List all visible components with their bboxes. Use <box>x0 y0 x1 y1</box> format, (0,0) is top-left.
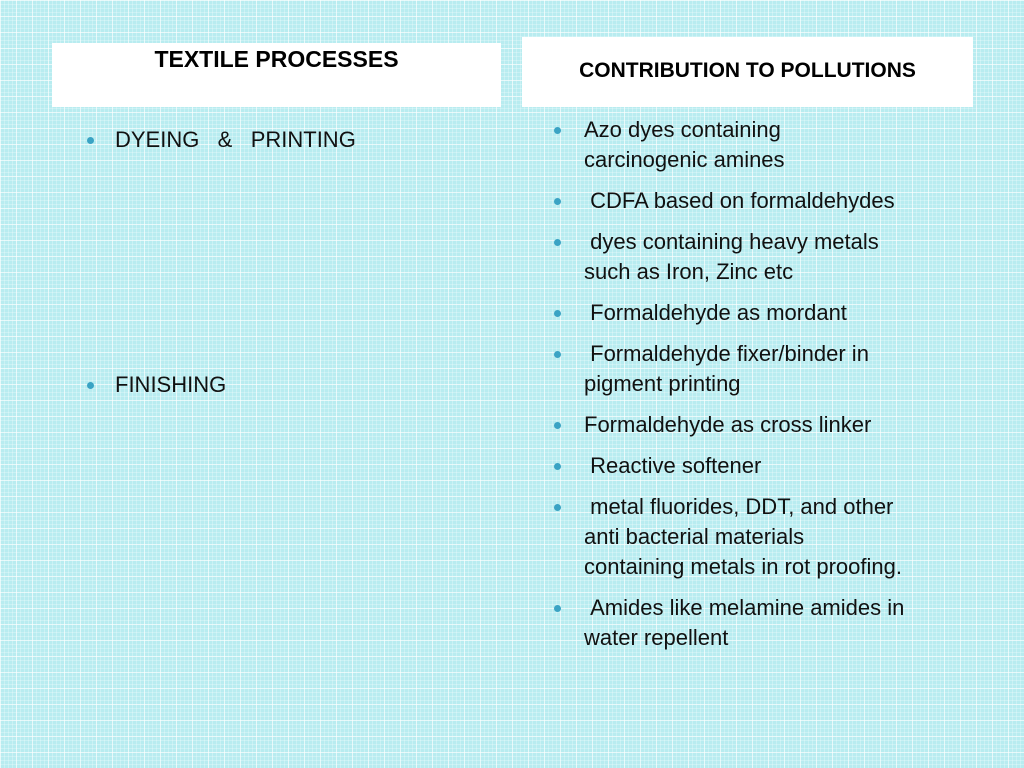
list-item <box>554 492 974 582</box>
bullet-icon <box>554 422 561 429</box>
bullet-icon <box>554 239 561 246</box>
list-item <box>554 451 974 481</box>
bullet-icon <box>554 127 561 134</box>
list-item <box>554 298 974 328</box>
list-item-text: Amides like melamine amides in water repellent <box>584 595 905 650</box>
list-item-text: Formaldehyde fixer/binder in pigment printing <box>584 341 869 396</box>
bullet-icon <box>554 605 561 612</box>
list-item-text: dyes containing heavy metals such as Iron, Zinc etc <box>584 229 879 284</box>
list-item <box>554 227 974 287</box>
list-item <box>554 593 974 653</box>
list-item-text: Azo dyes containing carcinogenic amines <box>584 117 785 172</box>
contribution-to-pollutions-title: CONTRIBUTION TO POLLUTIONS <box>579 59 916 82</box>
bullet-icon <box>554 310 561 317</box>
list-item-text: metal fluorides, DDT, and other anti bacterial materials containing metals in rot proofing. <box>584 494 902 579</box>
textile-processes-title: TEXTILE PROCESSES <box>154 46 399 72</box>
pollution-contribution-list <box>554 115 974 664</box>
list-item <box>554 410 974 440</box>
list-item-text: CDFA based on formaldehydes <box>584 188 895 213</box>
textile-processes-header <box>52 43 501 107</box>
bullet-icon <box>554 504 561 511</box>
bullet-icon <box>87 137 94 144</box>
bullet-icon <box>87 382 94 389</box>
list-item <box>554 339 974 399</box>
list-item-text: FINISHING <box>115 372 227 397</box>
bullet-icon <box>554 198 561 205</box>
list-item-text: Formaldehyde as mordant <box>584 300 847 325</box>
bullet-icon <box>554 463 561 470</box>
list-item-text: Reactive softener <box>584 453 762 478</box>
list-item-text: Formaldehyde as cross linker <box>584 412 872 437</box>
list-item <box>554 186 974 216</box>
list-item <box>554 115 974 175</box>
contribution-to-pollutions-header <box>522 37 973 107</box>
bullet-icon <box>554 351 561 358</box>
list-item-text: DYEING & PRINTING <box>115 127 356 152</box>
